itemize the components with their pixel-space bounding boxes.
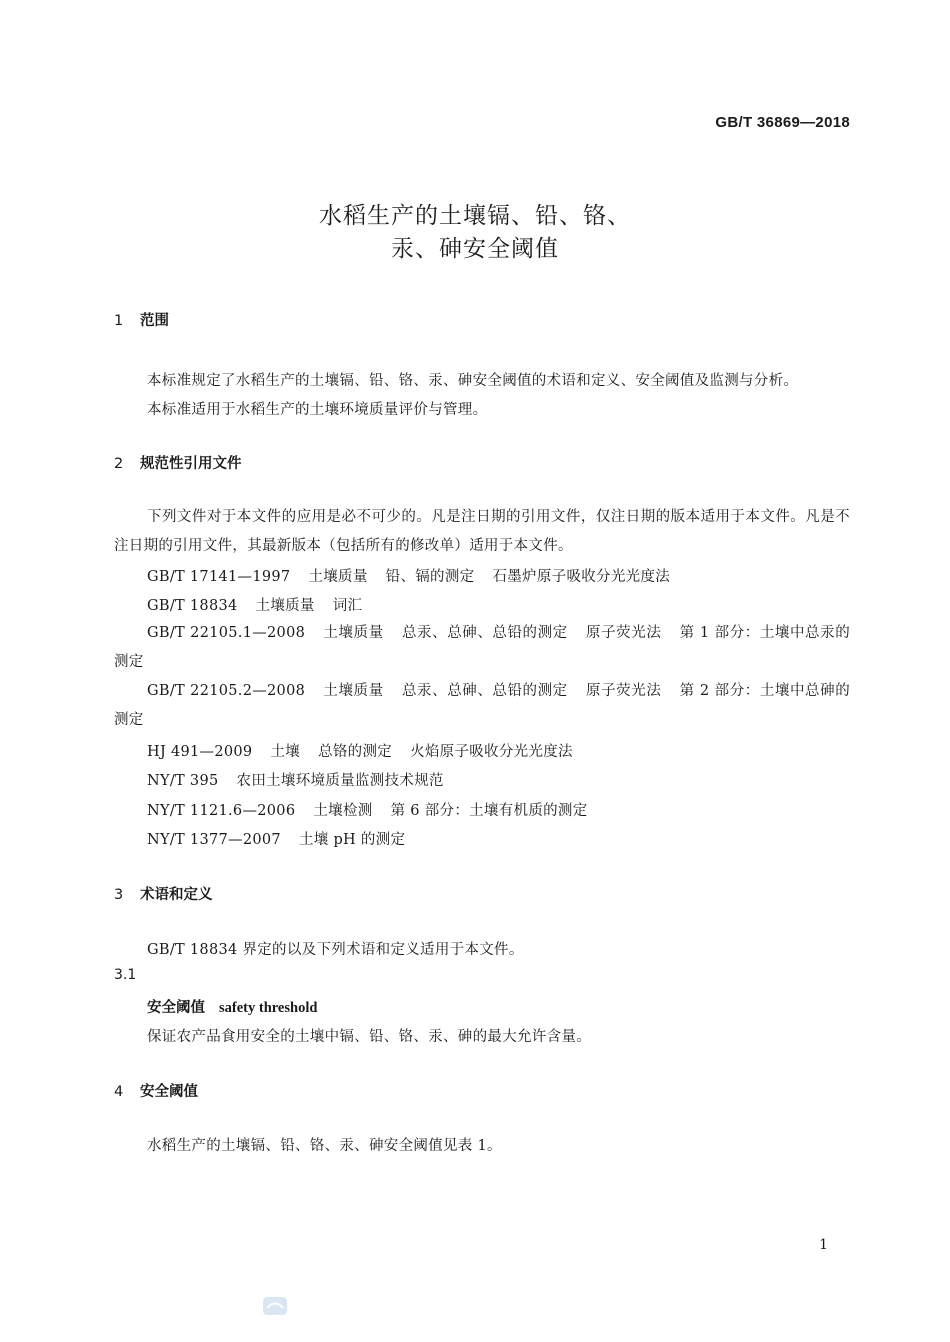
document-title-line-1: 水稻生产的土壤镉、铅、铬、 — [319, 203, 631, 229]
reference-item: GB/T 17141—1997 土壤质量 铅、镉的测定 石墨炉原子吸收分光光度法 — [147, 569, 671, 585]
reference-item: NY/T 1121.6—2006 土壤检测 第 6 部分：土壤有机质的测定 — [147, 803, 588, 819]
reference-item: GB/T 18834 土壤质量 词汇 — [147, 598, 363, 614]
standard-number: GB/T 36869—2018 — [715, 114, 850, 131]
section-2-intro: 下列文件对于本文件的应用是必不可少的。凡是注日期的引用文件，仅注日期的版本适用于本文件。凡是不注日期的引用文件，其最新版本（包括所有的修改单）适用于本文件。 — [114, 509, 850, 554]
section-4-text: 水稻生产的土壤镉、铅、铬、汞、砷安全阈值见表 1。 — [147, 1138, 502, 1154]
section-1-paragraph: 本标准规定了水稻生产的土壤镉、铅、铬、汞、砷安全阈值的术语和定义、安全阈值及监测与分析。 — [147, 373, 799, 389]
section-4-heading: 4 安全阈值 — [114, 1084, 198, 1100]
section-2-heading: 2 规范性引用文件 — [114, 456, 242, 472]
term-definition: 保证农产品食用安全的土壤中镉、铅、铬、汞、砷的最大允许含量。 — [147, 1029, 591, 1045]
reference-item: NY/T 1377—2007 土壤 pH 的测定 — [147, 832, 406, 848]
section-1-heading: 1 范围 — [114, 313, 169, 329]
reference-item: GB/T 22105.2—2008 土壤质量 总汞、总砷、总铅的测定 原子荧光法 第 2 部分：土壤中总砷的测定 — [114, 683, 851, 728]
page-number: 1 — [819, 1237, 828, 1253]
reference-item: HJ 491—2009 土壤 总铬的测定 火焰原子吸收分光光度法 — [147, 744, 573, 760]
term-heading: 安全阈值 safety threshold — [147, 1000, 318, 1016]
section-3-heading: 3 术语和定义 — [114, 887, 213, 903]
term-number: 3.1 — [114, 967, 137, 983]
reference-item: GB/T 22105.1—2008 土壤质量 总汞、总砷、总铅的测定 原子荧光法 第 1 部分：土壤中总汞的测定 — [114, 625, 851, 670]
section-1-paragraph: 本标准适用于水稻生产的土壤环境质量评价与管理。 — [147, 402, 488, 418]
reference-item: NY/T 395 农田土壤环境质量监测技术规范 — [147, 773, 444, 789]
document-title-line-2: 汞、砷安全阈值 — [391, 236, 559, 262]
section-3-intro: GB/T 18834 界定的以及下列术语和定义适用于本文件。 — [147, 942, 524, 958]
sac-logo-icon — [262, 1295, 288, 1317]
